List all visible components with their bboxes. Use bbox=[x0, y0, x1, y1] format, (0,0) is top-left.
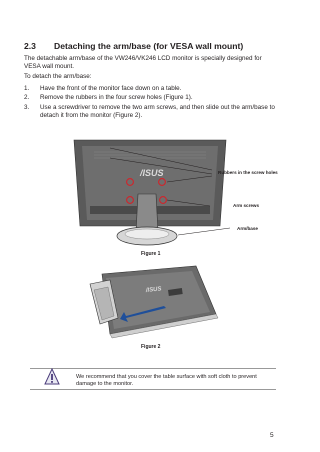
step-number: 3. bbox=[24, 103, 30, 111]
svg-text:/ISUS: /ISUS bbox=[145, 286, 162, 294]
figure2-illustration bbox=[84, 262, 224, 342]
step-item bbox=[24, 85, 276, 93]
step-number: 1. bbox=[24, 85, 30, 92]
step-text: Remove the rubbers in the four screw holes (Figure 1). bbox=[40, 94, 193, 102]
step-text: Use a screwdriver to remove the two arm screws, and then slide out the arm/base to detach it from the monitor (Figure 2). bbox=[40, 103, 275, 120]
step-item bbox=[24, 104, 276, 121]
step-number: 2. bbox=[24, 94, 30, 102]
figure1-illustration bbox=[70, 136, 280, 252]
figure2-caption: Figure 2 bbox=[141, 344, 161, 350]
section-number: 2.3 bbox=[24, 41, 36, 51]
section-heading bbox=[24, 41, 243, 51]
section-title: Detaching the arm/base (for VESA wall mount) bbox=[54, 41, 244, 51]
steps-list bbox=[24, 85, 276, 121]
lead-paragraph: To detach the arm/base: bbox=[24, 73, 92, 80]
intro-paragraph: The detachable arm/base of the VW246/VK246 LCD monitor is specially designed for VESA wall mount. bbox=[24, 55, 262, 71]
step-item bbox=[24, 94, 276, 102]
callout-arm-screws: Arm screws bbox=[233, 203, 260, 208]
callout-arm-base: Arm/base bbox=[237, 226, 258, 231]
figure1-caption: Figure 1 bbox=[141, 251, 161, 257]
arm-shape bbox=[136, 194, 158, 232]
page-number: 5 bbox=[270, 432, 274, 439]
callout-rubbers: Rubbers in the screw holes bbox=[218, 170, 278, 175]
note-text: We recommend that you cover the table surface with soft cloth to prevent damage to the monitor. bbox=[76, 374, 257, 387]
brand-logo: /ISUS bbox=[140, 168, 164, 178]
step-text: Have the front of the monitor face down on a table. bbox=[40, 85, 182, 92]
warning-pencil-icon bbox=[44, 368, 60, 386]
